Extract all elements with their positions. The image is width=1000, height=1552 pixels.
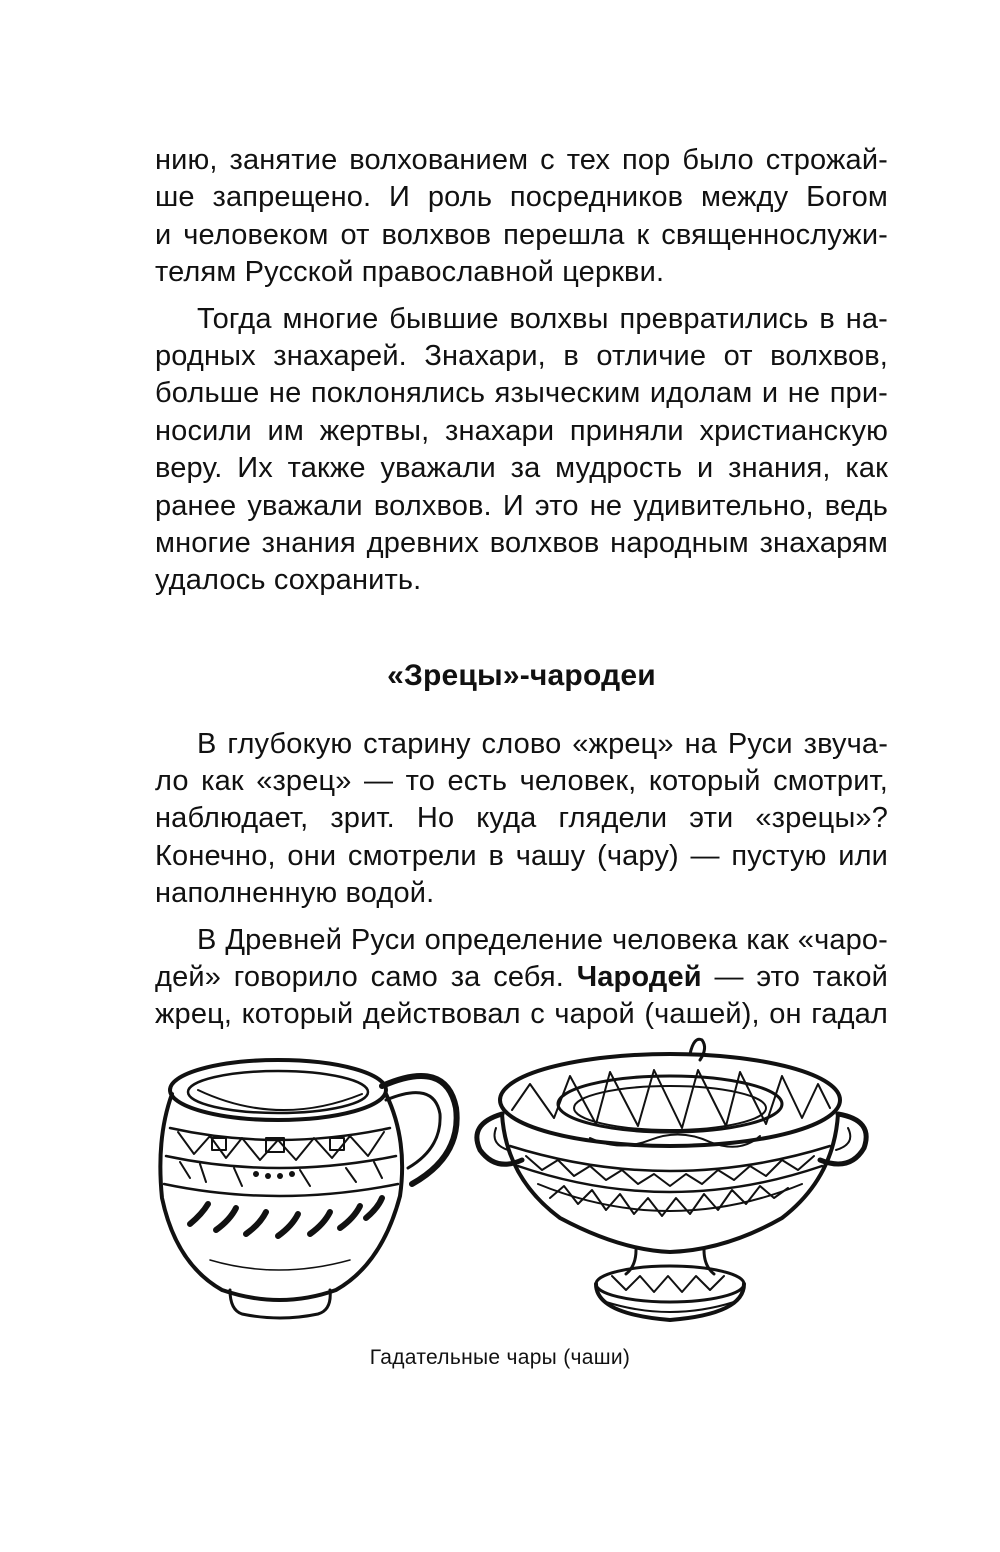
- text-line: телям Русской православной церкви.: [155, 256, 665, 289]
- divination-bowls-illustration: [150, 1028, 890, 1333]
- text-fragment: — это такой: [701, 961, 888, 994]
- text-line: родных знахарей. Знахари, в отличие от волхвов,: [155, 339, 888, 372]
- text-line: и человеком от волхвов перешла к священнослужи-: [155, 218, 888, 251]
- paragraph-3: [155, 726, 888, 913]
- text-line: жрец, который действовал с чарой (чашей), он гадал: [155, 998, 888, 1031]
- text-line: нию, занятие волхованием с тех пор было строжай-: [155, 144, 888, 176]
- text-fragment: дей» говорило само за себя.: [155, 961, 577, 994]
- paragraph-4: [155, 922, 888, 1034]
- text-line: [155, 959, 888, 996]
- handled-cup-drawing: [160, 1060, 456, 1318]
- text-line: многие знания древних волхвов народным знахарям: [155, 526, 888, 559]
- text-line: носили им жертвы, знахари приняли христианскую: [155, 414, 888, 447]
- section-title: «Зрецы»-чародеи: [387, 658, 656, 692]
- text-line: Конечно, они смотрели в чашу (чару) — пустую или: [155, 839, 888, 872]
- figure-caption: Гадательные чары (чаши): [369, 1346, 631, 1369]
- text-line: больше не поклонялись языческим идолам и не при-: [155, 377, 888, 410]
- text-line: ше запрещено. И роль посредников между Богом: [155, 181, 888, 214]
- paragraph-1: [155, 142, 888, 292]
- text-line: наполненную водой.: [155, 877, 435, 910]
- text-line: ранее уважали волхвов. И это не удивительно, ведь: [155, 489, 888, 522]
- text-line: В глубокую старину слово «жрец» на Руси звуча-: [197, 727, 888, 760]
- footed-bowl-drawing: [477, 1039, 866, 1320]
- page-body: [155, 142, 888, 1043]
- paragraph-2: [155, 301, 888, 600]
- text-line: веру. Их также уважали за мудрость и знания, как: [155, 452, 888, 485]
- text-line: удалось сохранить.: [155, 564, 422, 597]
- bold-term: Чародей: [576, 961, 702, 994]
- text-line: Тогда многие бывшие волхвы превратились в на-: [197, 302, 888, 335]
- text-line: наблюдает, зрит. Но куда глядели эти «зрецы»?: [155, 802, 888, 835]
- text-line: ло как «зрец» — то есть человек, который смотрит,: [155, 765, 888, 798]
- text-line: В Древней Руси определение человека как «чаро-: [197, 923, 888, 956]
